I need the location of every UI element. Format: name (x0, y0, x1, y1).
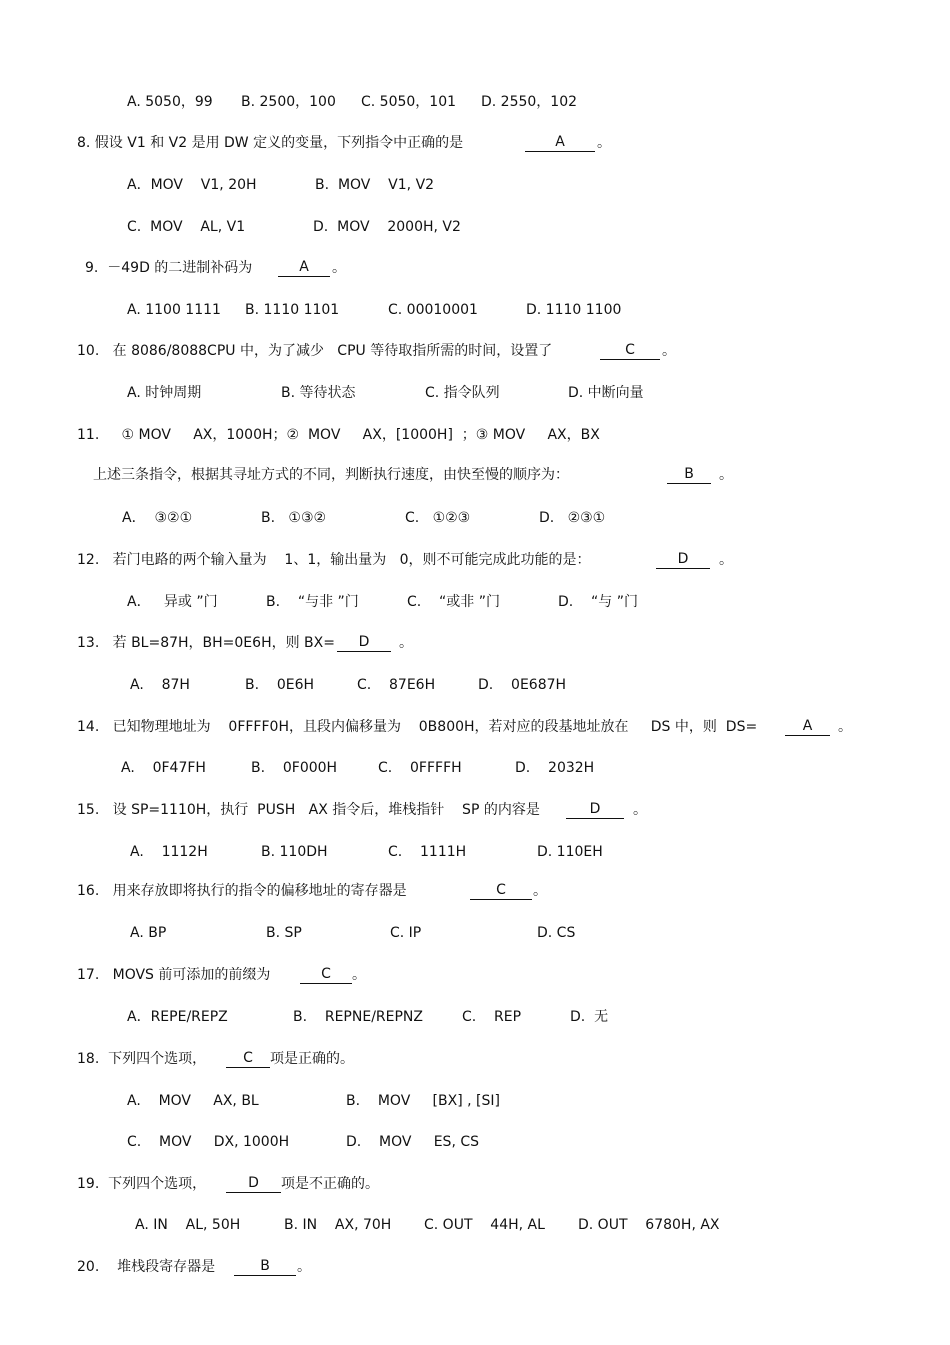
q10-option-d: D. 中断向量 (568, 385, 644, 401)
q10-option-c: C. 指令队列 (425, 385, 500, 401)
q11-text: 11. ① MOV AX，1000H；② MOV AX，[1000H] ；③ MOV AX，BX (77, 427, 600, 443)
q18-option-b: B. MOV [BX] , [SI] (346, 1093, 500, 1109)
q16-options (0, 923, 950, 943)
q16-stem (0, 881, 950, 901)
q12-answer: D (656, 550, 710, 569)
q16-option-b: B. SP (266, 925, 302, 941)
q14-option-c: C. 0FFFFH (378, 760, 462, 776)
q20-end: 。 (297, 1259, 311, 1275)
q8-options-row1 (0, 175, 950, 195)
q15-answer: D (566, 800, 624, 819)
q14-end: 。 (838, 719, 852, 735)
q19-text: 19. 下列四个选项， (77, 1176, 207, 1192)
q12-option-b: B. “与非 ”门 (266, 594, 359, 610)
q15-option-b: B. 110DH (261, 844, 328, 860)
q8-option-d: D. MOV 2000H, V2 (313, 219, 461, 235)
q12-option-a: A． 异或 ”门 (127, 594, 218, 610)
q13-option-b: B. 0E6H (245, 677, 315, 693)
q9-stem (0, 258, 950, 278)
q11-stem-2 (0, 465, 950, 485)
q17-answer: C (300, 965, 352, 984)
q8-option-b: B. MOV V1, V2 (315, 177, 435, 193)
q9-option-c: C. 00010001 (388, 302, 478, 318)
q12-text: 12. 若门电路的两个输入量为 1、1，输出量为 0，则不可能完成此功能的是： (77, 552, 591, 568)
q12-options (0, 592, 950, 612)
q11-answer: B (667, 465, 711, 484)
q15-options (0, 842, 950, 862)
q11-option-d: D. ②③① (539, 510, 606, 526)
q16-end: 。 (533, 883, 547, 899)
q19-option-a: A. IN AL, 50H (135, 1217, 241, 1233)
q18-options-row1 (0, 1091, 950, 1111)
q9-option-b: B. 1110 1101 (245, 302, 340, 318)
q19-options (0, 1215, 950, 1235)
q8-option-a: A．MOV V1, 20H (127, 177, 257, 193)
q10-text: 10. 在 8086/8088CPU 中，为了减少 CPU 等待取指所需的时间，设置了 (77, 343, 553, 359)
q8-stem (0, 133, 950, 153)
q20-text: 20. 堆栈段寄存器是 (77, 1259, 216, 1275)
q8-answer: A (525, 133, 595, 152)
q15-end: 。 (633, 802, 647, 818)
q7-option-c: C. 5050，101 (361, 94, 457, 110)
q19-answer: D (226, 1174, 281, 1193)
q13-text: 13. 若 BL=87H，BH=0E6H，则 BX= (77, 635, 335, 651)
q8-end: 。 (597, 135, 611, 151)
q15-stem (0, 800, 950, 820)
q17-stem (0, 965, 950, 985)
q13-end: 。 (399, 635, 413, 651)
q13-option-a: A. 87H (130, 677, 190, 693)
q19-option-d: D. OUT 6780H, AX (578, 1217, 720, 1233)
q20-stem (0, 1257, 950, 1277)
q14-option-a: A. 0F47FH (121, 760, 206, 776)
q17-options (0, 1007, 950, 1027)
q19-option-b: B. IN AX, 70H (284, 1217, 392, 1233)
q17-option-c: C. REP (462, 1009, 522, 1025)
q16-text: 16. 用来存放即将执行的指令的偏移地址的寄存器是 (77, 883, 407, 899)
q18-option-c: C. MOV DX, 1000H (127, 1134, 290, 1150)
q19-end: 项是不正确的。 (281, 1176, 379, 1192)
q16-option-d: D. CS (537, 925, 576, 941)
q18-answer: C (226, 1049, 270, 1068)
q15-text: 15. 设 SP=1110H，执行 PUSH AX 指令后，堆栈指针 SP 的内容是 (77, 802, 540, 818)
q20-answer: B (234, 1257, 296, 1276)
q13-answer: D (337, 633, 391, 652)
q10-options (0, 383, 950, 403)
q8-options-row2 (0, 217, 950, 237)
q17-end: 。 (352, 967, 366, 983)
q8-text: 8. 假设 V1 和 V2 是用 DW 定义的变量，下列指令中正确的是 (77, 135, 464, 151)
q15-option-c: C. 1111H (388, 844, 467, 860)
q11-options (0, 508, 950, 528)
q18-options-row2 (0, 1132, 950, 1152)
q11-end: 。 (719, 467, 733, 483)
q11-option-a: A． ③②① (122, 510, 193, 526)
q14-answer: A (785, 717, 830, 736)
q12-stem (0, 550, 950, 570)
q18-end: 项是正确的。 (270, 1051, 354, 1067)
q10-end: 。 (662, 343, 676, 359)
q18-option-a: A. MOV AX, BL (127, 1093, 259, 1109)
q17-option-d: D. 无 (570, 1009, 609, 1025)
q10-option-a: A. 时钟周期 (127, 385, 202, 401)
q14-text: 14. 已知物理地址为 0FFFF0H，且段内偏移量为 0B800H，若对应的段基地址放在 DS 中，则 DS= (77, 719, 758, 735)
q16-option-c: C. IP (390, 925, 422, 941)
q17-option-b: B. REPNE/REPNZ (293, 1009, 423, 1025)
q10-answer: C (600, 341, 660, 360)
q16-answer: C (470, 881, 532, 900)
q12-option-c: C. “或非 ”门 (407, 594, 500, 610)
q18-option-d: D. MOV ES, CS (346, 1134, 480, 1150)
q14-option-b: B. 0F000H (251, 760, 338, 776)
q8-option-c: C. MOV AL, V1 (127, 219, 246, 235)
q13-options (0, 675, 950, 695)
q10-option-b: B. 等待状态 (281, 385, 356, 401)
q7-option-d: D. 2550，102 (481, 94, 578, 110)
q17-text: 17. MOVS 前可添加的前缀为 (77, 967, 271, 983)
q12-option-d: D. “与 ”门 (558, 594, 638, 610)
q15-option-a: A. 1112H (130, 844, 208, 860)
q9-option-a: A. 1100 1111 (127, 302, 221, 318)
q18-text: 18. 下列四个选项， (77, 1051, 207, 1067)
q11-option-b: B. ①③② (261, 510, 327, 526)
q12-end: 。 (719, 552, 733, 568)
q15-option-d: D. 110EH (537, 844, 603, 860)
q13-option-d: D. 0E687H (478, 677, 567, 693)
q13-option-c: C. 87E6H (357, 677, 436, 693)
q7-option-a: A. 5050，99 (127, 94, 213, 110)
q14-stem (0, 717, 950, 737)
q10-stem (0, 341, 950, 361)
q7-options (0, 92, 950, 112)
q19-stem (0, 1174, 950, 1194)
q13-stem (0, 633, 950, 653)
q17-option-a: A．REPE/REPZ (127, 1009, 228, 1025)
q9-answer: A (278, 258, 330, 277)
q14-option-d: D. 2032H (515, 760, 595, 776)
q19-option-c: C. OUT 44H, AL (424, 1217, 545, 1233)
q7-option-b: B. 2500，100 (241, 94, 336, 110)
q14-options (0, 758, 950, 778)
q9-end: 。 (332, 260, 346, 276)
q9-option-d: D. 1110 1100 (526, 302, 622, 318)
q11-stem (0, 425, 950, 445)
q9-text: 9. －49D 的二进制补码为 (85, 260, 253, 276)
q11-text-2: 上述三条指令，根据其寻址方式的不同，判断执行速度，由快至慢的顺序为： (93, 467, 569, 483)
q18-stem (0, 1049, 950, 1069)
q9-options (0, 300, 950, 320)
q11-option-c: C. ①②③ (405, 510, 471, 526)
q16-option-a: A. BP (130, 925, 167, 941)
